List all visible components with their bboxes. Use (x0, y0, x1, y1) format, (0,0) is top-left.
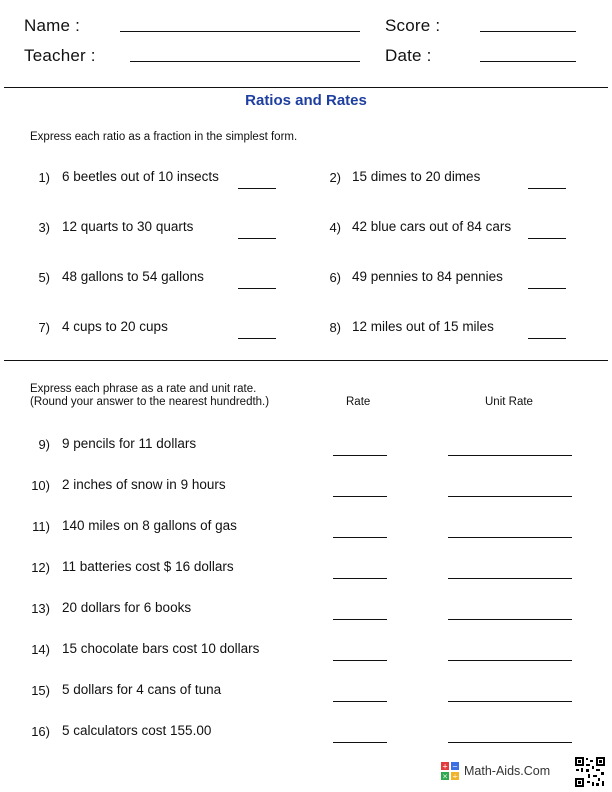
svg-text:+: + (442, 762, 448, 771)
problem-number: 6) (329, 270, 341, 285)
section-divider (4, 360, 608, 361)
rate-answer-blank[interactable] (333, 496, 387, 497)
rate-column-header: Rate (346, 396, 371, 408)
rate-answer-blank[interactable] (333, 455, 387, 456)
problem-text: 11 batteries cost $ 16 dollars (62, 559, 234, 574)
problem-number: 2) (329, 170, 341, 185)
teacher-label: Teacher : (24, 46, 96, 65)
svg-text:÷: ÷ (452, 772, 458, 780)
problem-text: 12 quarts to 30 quarts (62, 219, 194, 234)
problem-text: 140 miles on 8 gallons of gas (62, 518, 237, 533)
problem-number: 13) (31, 601, 50, 616)
problem-number: 8) (329, 320, 341, 335)
section2-instruction (30, 383, 269, 409)
answer-blank[interactable] (238, 238, 276, 239)
problem-text: 5 calculators cost 155.00 (62, 723, 212, 738)
name-label: Name : (24, 16, 80, 35)
problem-number: 14) (31, 642, 50, 657)
answer-blank[interactable] (238, 188, 276, 189)
problem-number: 4) (329, 220, 341, 235)
rate-answer-blank[interactable] (333, 619, 387, 620)
section1-instruction: Express each ratio as a fraction in the simplest form. (30, 131, 298, 143)
date-field[interactable] (480, 61, 576, 62)
problem-text: 20 dollars for 6 books (62, 600, 192, 615)
problem-number: 9) (38, 437, 50, 452)
answer-blank[interactable] (528, 238, 566, 239)
rate-answer-blank[interactable] (333, 578, 387, 579)
answer-blank[interactable] (528, 338, 566, 339)
unit-rate-answer-blank[interactable] (448, 701, 572, 702)
score-field[interactable] (480, 31, 576, 32)
problem-text: 15 chocolate bars cost 10 dollars (62, 641, 260, 656)
calculator-icon (441, 762, 459, 780)
brand-text[interactable]: Math-Aids.Com (464, 764, 551, 778)
qr-code-icon (574, 756, 606, 788)
page-title: Ratios and Rates (245, 92, 367, 109)
unit-rate-answer-blank[interactable] (448, 660, 572, 661)
unit-rate-answer-blank[interactable] (448, 619, 572, 620)
problem-number: 1) (38, 170, 50, 185)
problem-number: 16) (31, 724, 50, 739)
answer-blank[interactable] (528, 288, 566, 289)
answer-blank[interactable] (238, 338, 276, 339)
date-label: Date : (385, 46, 432, 65)
rate-answer-blank[interactable] (333, 742, 387, 743)
unit-rate-answer-blank[interactable] (448, 742, 572, 743)
name-field[interactable] (120, 31, 360, 32)
problem-number: 3) (38, 220, 50, 235)
unit-rate-column-header: Unit Rate (485, 396, 533, 408)
problem-number: 10) (31, 478, 50, 493)
teacher-field[interactable] (130, 61, 360, 62)
problem-number: 12) (31, 560, 50, 575)
rate-answer-blank[interactable] (333, 537, 387, 538)
problem-number: 7) (38, 320, 50, 335)
score-label: Score : (385, 16, 441, 35)
svg-text:−: − (452, 762, 458, 771)
problem-text: 9 pencils for 11 dollars (62, 436, 197, 451)
unit-rate-answer-blank[interactable] (448, 496, 572, 497)
section2-instruction-line1: Express each phrase as a rate and unit rate. (30, 383, 257, 395)
problem-text: 12 miles out of 15 miles (352, 319, 494, 334)
problem-number: 15) (31, 683, 50, 698)
svg-text:×: × (442, 772, 448, 780)
problem-text: 42 blue cars out of 84 cars (352, 219, 512, 234)
problem-number: 5) (38, 270, 50, 285)
unit-rate-answer-blank[interactable] (448, 537, 572, 538)
section2-instruction-line2: (Round your answer to the nearest hundredth.) (30, 396, 270, 408)
unit-rate-answer-blank[interactable] (448, 578, 572, 579)
answer-blank[interactable] (238, 288, 276, 289)
problem-text: 15 dimes to 20 dimes (352, 169, 481, 184)
problem-text: 5 dollars for 4 cans of tuna (62, 682, 222, 697)
header-divider (4, 87, 608, 88)
rate-answer-blank[interactable] (333, 701, 387, 702)
rate-answer-blank[interactable] (333, 660, 387, 661)
answer-blank[interactable] (528, 188, 566, 189)
problem-text: 2 inches of snow in 9 hours (62, 477, 226, 492)
problem-text: 4 cups to 20 cups (62, 319, 168, 334)
unit-rate-answer-blank[interactable] (448, 455, 572, 456)
problem-text: 6 beetles out of 10 insects (62, 169, 219, 184)
problem-number: 11) (32, 519, 50, 534)
problem-text: 49 pennies to 84 pennies (352, 269, 503, 284)
problem-text: 48 gallons to 54 gallons (62, 269, 204, 284)
